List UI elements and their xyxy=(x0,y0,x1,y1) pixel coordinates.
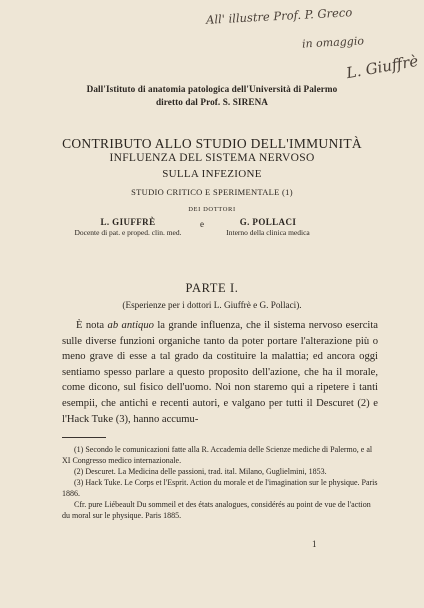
director-line: diretto dal Prof. S. SIRENA xyxy=(155,97,269,107)
author-2 xyxy=(218,217,318,237)
document-title: CONTRIBUTO ALLO STUDIO DELL'IMMUNITÀ xyxy=(62,136,362,151)
body-text-start: È nota xyxy=(76,320,108,331)
section-heading: PARTE I. xyxy=(185,281,239,295)
footnote-2: (2) Descuret. La Medicina delle passioni, trad. ital. Milano, Guglielmini, 1853. xyxy=(74,467,327,476)
author-conjunction: e xyxy=(200,219,204,229)
footnote-4: Cfr. pure Liébeault Du sommeil et des états analogues, considérés au point de vue de l'action du moral sur le physique. Paris 1885. xyxy=(62,500,371,520)
body-paragraph xyxy=(62,318,378,427)
handwritten-signature: L. Giuffrè xyxy=(344,51,420,83)
title-subtitle-2: SULLA INFEZIONE xyxy=(162,168,262,180)
section-subheading: (Esperienze per i dottori L. Giuffrè e G. Pollaci). xyxy=(122,300,302,310)
footnote-divider xyxy=(62,437,106,438)
page-number: 1 xyxy=(312,539,317,549)
handwritten-dedication-line1: All' illustre Prof. P. Greco xyxy=(205,5,353,27)
author-1-name: L. GIUFFRÈ xyxy=(100,217,156,227)
authors-intro: DEI DOTTORI xyxy=(188,206,236,213)
body-text-rest: la grande influenza, che il sistema nervoso esercita sulle diverse funzioni organiche tanto da poter portare l'alterazione più o meno grave di esse a tal grado da costituire la malattia; ed ancora oggi sentiamo spesso parlare a questo proposito dell'azione, che ha il morale, come dicono, sul fisico dell'uomo. Noi non staremo qui a ripetere i tanti esempii, che antichi e recenti autori, e valgano per tutti il Descuret (2) e l'Hack Tuke (3), hanno accumu- xyxy=(62,320,379,425)
footnote-3: (3) Hack Tuke. Le Corps et l'Esprit. Action du morale et de l'imagination sur le physique. Paris 1886. xyxy=(62,478,378,498)
author-1 xyxy=(60,217,196,237)
handwritten-dedication-line2: in omaggio xyxy=(301,34,365,51)
author-1-role: Docente di pat. e proped. clin. med. xyxy=(74,228,182,237)
title-subtitle-3: STUDIO CRITICO E SPERIMENTALE (1) xyxy=(131,187,293,197)
author-2-role: Interno della clinica medica xyxy=(226,228,310,237)
body-text-italic: ab antiquo xyxy=(107,320,154,331)
footnotes xyxy=(62,444,378,521)
institution-line: Dall'Istituto di anatomia patologica dell'Università di Palermo xyxy=(86,84,338,94)
footnote-1: (1) Secondo le comunicazioni fatte alla R. Accademia delle Scienze mediche di Palermo, e al XI Congresso medico internazionale. xyxy=(62,445,373,465)
author-2-name: G. POLLACI xyxy=(239,217,297,227)
title-subtitle-1: INFLUENZA DEL SISTEMA NERVOSO xyxy=(109,152,315,164)
